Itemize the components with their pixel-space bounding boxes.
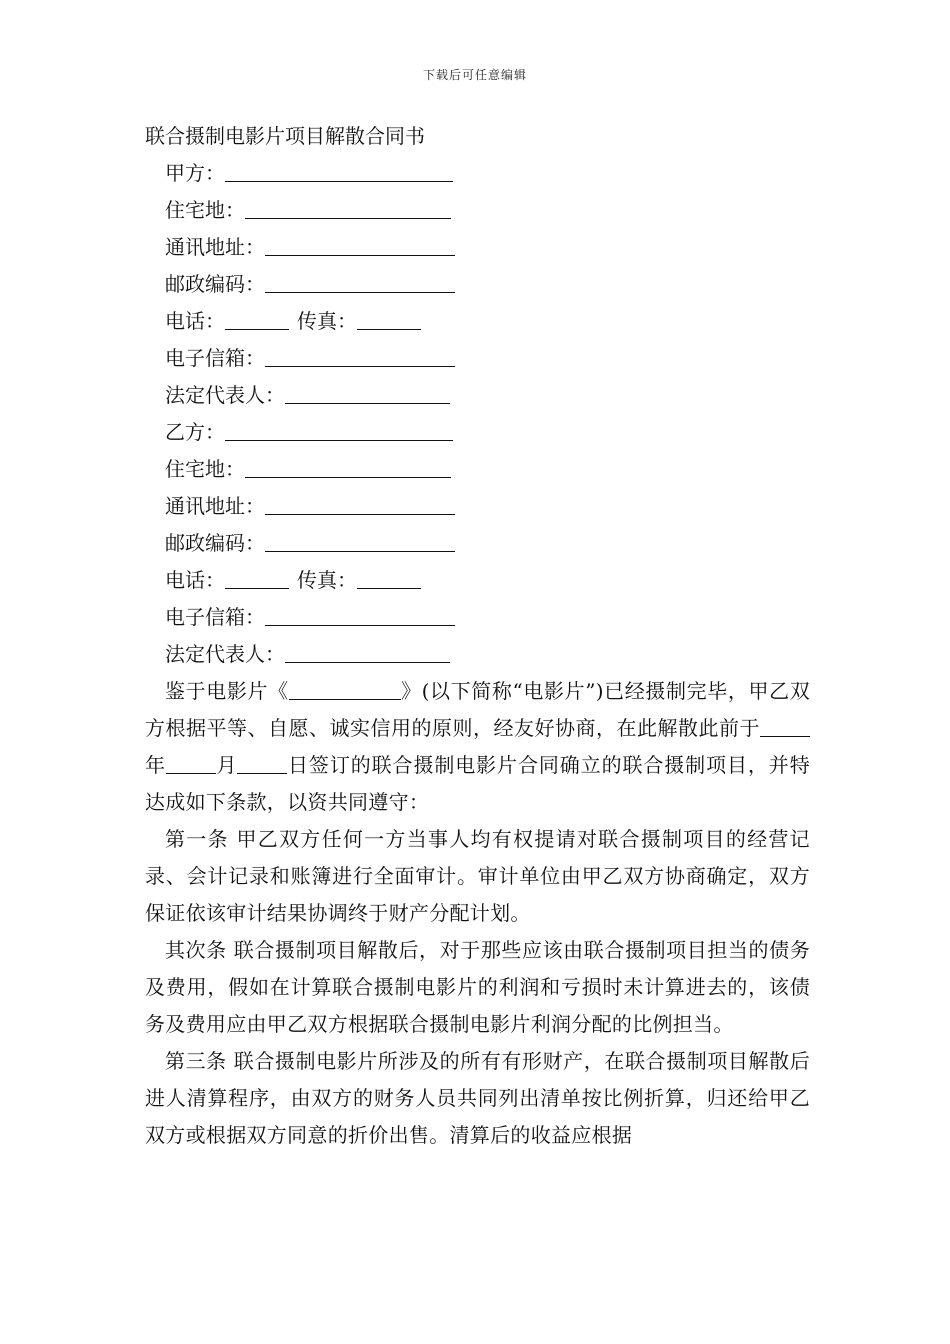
party-a-address-row <box>145 192 810 229</box>
party-a-mail-address-label: 通讯地址： <box>165 235 265 259</box>
party-b-address-row <box>145 451 810 488</box>
preamble-year: 年 <box>145 753 166 777</box>
party-a-postcode-blank[interactable] <box>265 266 455 293</box>
party-a-address-blank[interactable] <box>245 192 451 219</box>
party-b-name-row <box>145 414 810 451</box>
party-a-name-label: 甲方： <box>165 161 225 185</box>
party-b-email-blank[interactable] <box>265 599 455 626</box>
party-a-phone-label: 电话： <box>165 309 225 333</box>
party-a-address-label: 住宅地： <box>165 198 245 222</box>
party-a-name-blank[interactable] <box>225 155 453 182</box>
party-b-representative-blank[interactable] <box>285 636 450 663</box>
party-a-mail-address-row <box>145 229 810 266</box>
article-2: 其次条 联合摄制项目解散后，对于那些应该由联合摄制项目担当的债务及费用，假如在计算联合摄制电影片的利润和亏损时未计算进去的，该债务及费用应由甲乙双方根据联合摄制电影片利润分配的比例担当。 <box>145 938 810 1036</box>
article-1: 第一条 甲乙双方任何一方当事人均有权提请对联合摄制项目的经营记录、会计记录和账簿进行全面审计。审计单位由甲乙双方协商确定，双方保证依该审计结果协调终于财产分配计划。 <box>145 827 810 925</box>
party-a-mail-address-blank[interactable] <box>265 229 455 256</box>
article-3: 第三条 联合摄制电影片所涉及的所有有形财产，在联合摄制项目解散后进人清算程序，由双方的财务人员共同列出清单按比例折算，归还给甲乙双方或根据双方同意的折价出售。清算后的收益应根据 <box>145 1049 810 1147</box>
party-b-mail-address-blank[interactable] <box>265 488 455 515</box>
party-a-email-blank[interactable] <box>265 340 455 367</box>
preamble-part1: 鉴于电影片《 <box>165 679 289 703</box>
party-b-fax-label: 传真： <box>297 568 357 592</box>
preamble-month: 月 <box>215 753 238 777</box>
document-title: 联合摄制电影片项目解散合同书 <box>145 124 425 148</box>
party-a-representative-row <box>145 377 810 414</box>
party-b-name-blank[interactable] <box>225 414 453 441</box>
party-a-postcode-label: 邮政编码： <box>165 272 265 296</box>
party-b-address-blank[interactable] <box>245 451 451 478</box>
party-b-phone-label: 电话： <box>165 568 225 592</box>
party-b-email-label: 电子信箱： <box>165 605 265 629</box>
year-blank[interactable] <box>760 710 810 737</box>
party-b-name-label: 乙方： <box>165 420 225 444</box>
party-a-phone-fax-row <box>145 303 810 340</box>
party-b-postcode-label: 邮政编码： <box>165 531 265 555</box>
party-a-postcode-row <box>145 266 810 303</box>
party-b-mail-address-row <box>145 488 810 525</box>
party-a-representative-blank[interactable] <box>285 377 450 404</box>
party-a-email-label: 电子信箱： <box>165 346 265 370</box>
party-b-phone-blank[interactable] <box>225 562 289 589</box>
page-header-note: 下载后可任意编辑 <box>422 68 527 82</box>
party-b-phone-fax-row <box>145 562 810 599</box>
month-blank[interactable] <box>166 747 216 774</box>
party-b-fax-blank[interactable] <box>357 562 421 589</box>
party-b-postcode-blank[interactable] <box>265 525 455 552</box>
party-b-representative-label: 法定代表人： <box>165 642 285 666</box>
party-b-email-row <box>145 599 810 636</box>
party-a-fax-blank[interactable] <box>357 303 421 330</box>
party-b-postcode-row <box>145 525 810 562</box>
party-b-representative-row <box>145 636 810 673</box>
party-b-mail-address-label: 通讯地址： <box>165 494 265 518</box>
preamble-part3: 日签订的联合摄制电影片合同确立的联合摄制项目，并特达成如下条款，以资共同遵守： <box>145 753 810 814</box>
preamble-part2: 》(以下简称“电影片”)已经摄制完毕，甲乙双方根据平等、自愿、诚实信用的原则，经友好协商，在此解散此前于 <box>145 679 810 740</box>
party-a-phone-blank[interactable] <box>225 303 289 330</box>
party-a-representative-label: 法定代表人： <box>165 383 285 407</box>
party-a-fax-label: 传真： <box>297 309 357 333</box>
film-title-blank[interactable] <box>289 673 401 700</box>
day-blank[interactable] <box>237 747 287 774</box>
party-b-address-label: 住宅地： <box>165 457 245 481</box>
document-body <box>145 118 810 1154</box>
party-a-name-row <box>145 155 810 192</box>
preamble-paragraph <box>145 673 810 821</box>
party-a-email-row <box>145 340 810 377</box>
